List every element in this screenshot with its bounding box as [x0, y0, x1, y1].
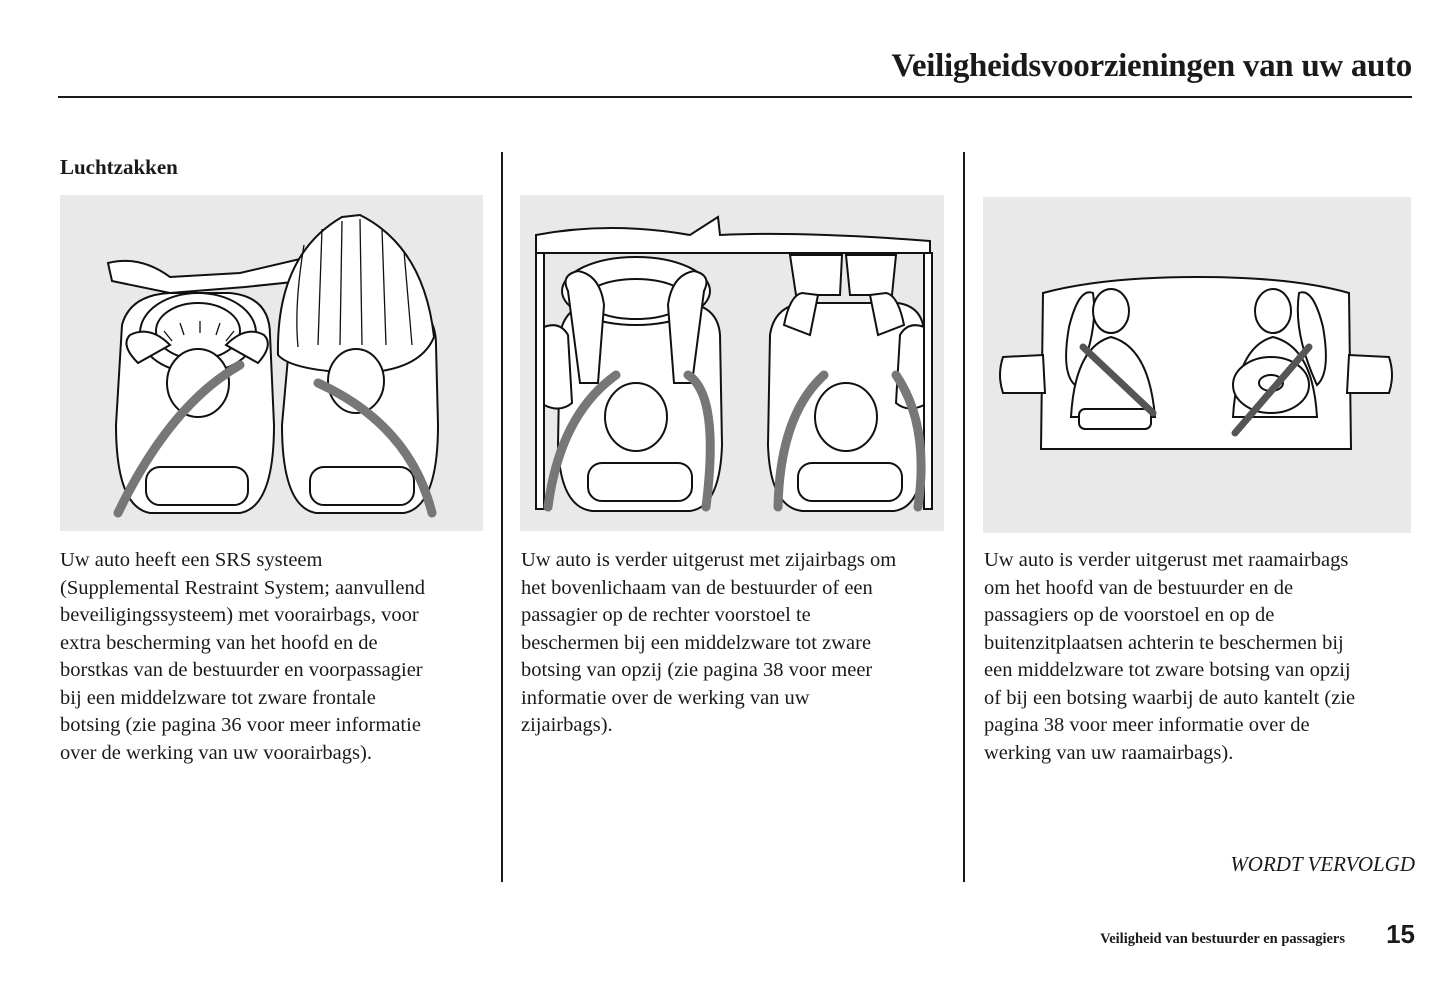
text-line: (Supplemental Restraint System; aanvullend: [60, 576, 425, 599]
column-2-text: [521, 547, 896, 740]
text-line: over de werking van uw voorairbags).: [60, 741, 372, 764]
text-line: Uw auto is verder uitgerust met raamairbags: [984, 549, 1349, 571]
text-line: beveiligingssysteem) met voorairbags, voor: [60, 604, 419, 626]
column-divider: [501, 152, 503, 882]
text-line: buitenzitplaatsen achterin te beschermen bij: [984, 631, 1344, 654]
column-1-text: [60, 547, 425, 767]
column-divider: [963, 152, 965, 882]
text-line: extra bescherming van het hoofd en de: [60, 631, 378, 654]
text-line: of bij een botsing waarbij de auto kantelt (zie: [984, 686, 1356, 709]
page-number: 15: [1386, 919, 1415, 949]
column-3-text: [984, 547, 1355, 767]
text-line: bij een middelzware tot zware frontale: [60, 686, 376, 709]
footer-section-title: Veiligheid van bestuurder en passagiers: [1100, 931, 1345, 947]
text-line: beschermen bij een middelzware tot zware: [521, 631, 872, 654]
side-airbags-illustration: [520, 195, 944, 531]
text-line: het bovenlichaam van de bestuurder of een: [521, 576, 873, 599]
header-rule: [58, 96, 1412, 98]
curtain-airbags-illustration: [983, 197, 1411, 533]
text-line: passagiers op de voorstoel en op de: [984, 604, 1275, 626]
text-line: botsing van opzij (zie pagina 38 voor meer: [521, 659, 873, 681]
text-line: werking van uw raamairbags).: [984, 741, 1234, 764]
text-line: botsing (zie pagina 36 voor meer informatie: [60, 714, 421, 736]
text-line: Uw auto heeft een SRS systeem: [60, 549, 323, 571]
text-line: Uw auto is verder uitgerust met zijairbags om: [521, 549, 897, 571]
page-header-title: Veiligheidsvoorzieningen van uw auto: [891, 48, 1412, 84]
section-title: Luchtzakken: [60, 155, 178, 179]
front-airbags-illustration: [60, 195, 483, 531]
text-line: passagier op de rechter voorstoel te: [521, 604, 811, 626]
text-line: zijairbags).: [521, 714, 613, 736]
continued-label: WORDT VERVOLGD: [1230, 852, 1415, 876]
text-line: informatie over de werking van uw: [521, 686, 810, 709]
text-line: om het hoofd van de bestuurder en de: [984, 576, 1294, 599]
text-line: borstkas van de bestuurder en voorpassagier: [60, 659, 423, 681]
text-line: pagina 38 voor meer informatie over de: [984, 714, 1310, 736]
text-line: een middelzware tot zware botsing van opzij: [984, 659, 1351, 681]
